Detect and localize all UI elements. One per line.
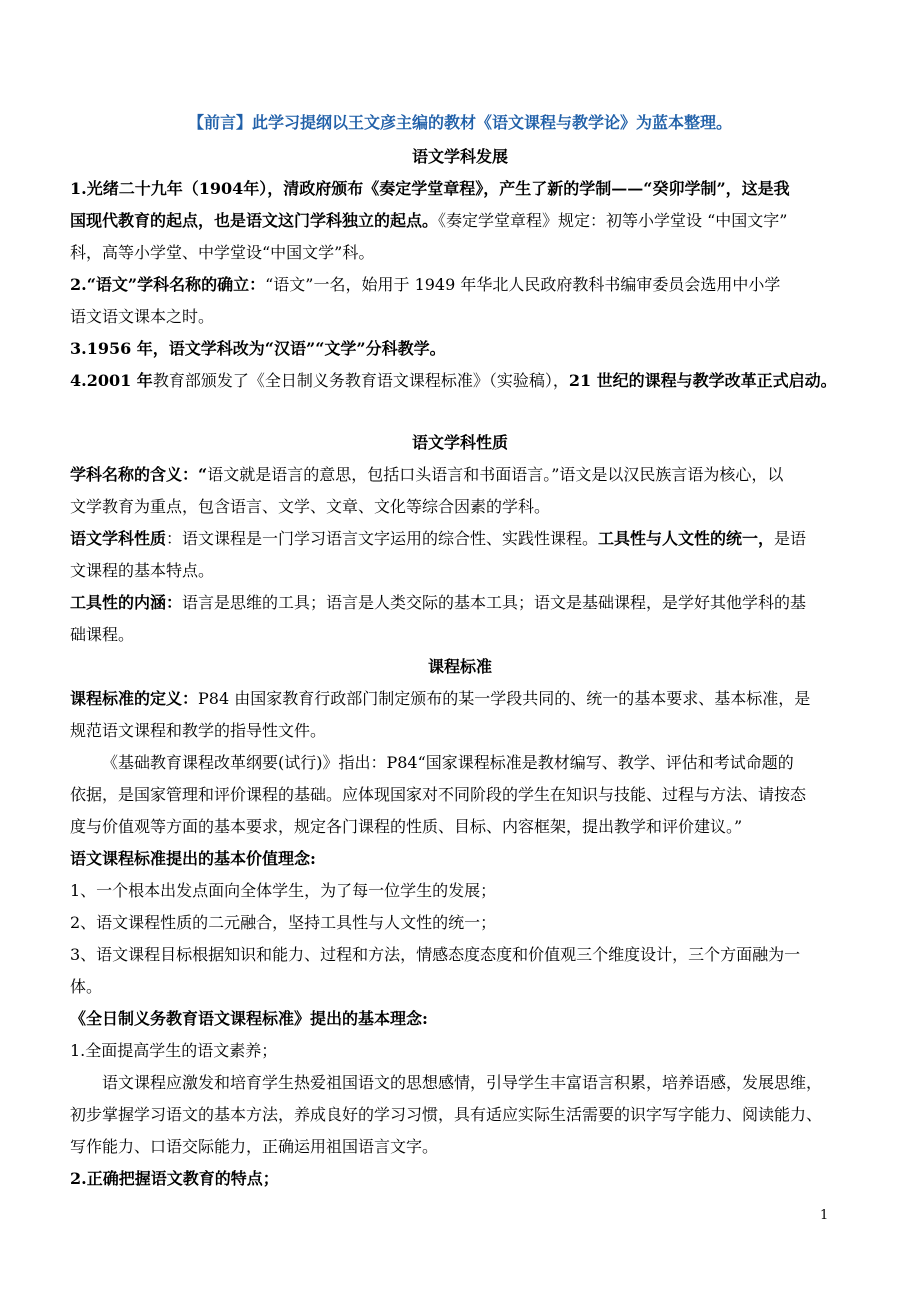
page-number: 1 <box>820 1208 829 1223</box>
para-meaning-line2: 文学教育为重点，包含语言、文学、文章、文化等综合因素的学科。 <box>70 497 551 516</box>
para-2001 <box>70 370 837 392</box>
para-2001-mid: 教育部颁发了《全日制义务教育语文课程标准》（实验稿）， <box>152 371 569 390</box>
para-outline-line2: 依据，是国家管理和评价课程的基础。应体现国家对不同阶段的学生在知识与技能、过程与方法、请按态 <box>70 785 807 804</box>
para-1904-line2 <box>70 210 787 232</box>
para-tool-rest: 语言是思维的工具；语言是人类交际的基本工具；语文是基础课程，是学好其他学科的基 <box>182 593 807 612</box>
section-title-development: 语文学科发展 <box>411 147 508 166</box>
para-outline-line3: 度与价值观等方面的基本要求，规定各门课程的性质、目标、内容框架，提出教学和评价建议。” <box>70 817 743 836</box>
para-nature-bold2: 工具性与人文性的统一， <box>598 529 775 548</box>
values-item-3-line2: 体。 <box>70 977 103 996</box>
intro-note: 【前言】此学习提纲以王文彦主编的教材《语文课程与教学论》为蓝本整理。 <box>187 113 732 132</box>
para-1904-bold: 国现代教育的起点，也是语文这门学科独立的起点。 <box>70 211 439 230</box>
para-1904-line3: 科，高等小学堂、中学堂设“中国文学”科。 <box>70 243 375 262</box>
para-nature-rest2: 是语 <box>774 529 807 548</box>
ideas-heading: 《全日制义务教育语文课程标准》提出的基本理念: <box>70 1009 428 1028</box>
para-2001-year: 4.2001 年 <box>70 371 153 390</box>
section-title-nature: 语文学科性质 <box>411 433 508 452</box>
ideas-para-line2: 初步掌握学习语文的基本方法，养成良好的学习习惯，具有适应实际生活需要的识字写字能力、阅读能力、 <box>70 1105 823 1124</box>
para-nature-line2: 文课程的基本特点。 <box>70 561 215 580</box>
para-meaning-bold: 学科名称的含义：“ <box>70 465 208 484</box>
para-definition-bold: 课程标准的定义： <box>70 689 199 708</box>
para-meaning-line1 <box>70 464 783 486</box>
para-definition-rest: P84 由国家教育行政部门制定颁布的某一学段共同的、统一的基本要求、基本标准，是 <box>198 689 811 708</box>
para-outline-line1: 《基础教育课程改革纲要(试行)》指出：P84“国家课程标准是教材编写、教学、评估和考试命题的 <box>102 753 794 772</box>
ideas-para-line1: 语文课程应激发和培育学生热爱祖国语文的思想感情，引导学生丰富语言积累，培养语感，发展思维， <box>102 1073 823 1092</box>
para-definition-line1 <box>70 688 810 710</box>
ideas-item-1: 1.全面提高学生的语文素养； <box>70 1041 278 1060</box>
values-item-3-line1: 3、语文课程目标根据知识和能力、过程和方法，情感态度态度和价值观三个维度设计，三个方面融为一 <box>70 945 801 964</box>
values-heading: 语文课程标准提出的基本价值理念: <box>70 849 316 868</box>
para-tool-line2: 础课程。 <box>70 625 135 644</box>
ideas-para-line3: 写作能力、口语交际能力，正确运用祖国语言文字。 <box>70 1137 439 1156</box>
section-title-standards: 课程标准 <box>427 657 492 676</box>
para-nature-bold: 语文学科性质 <box>70 529 167 548</box>
para-name-line1 <box>70 274 780 296</box>
para-1904-line1: 1.光绪二十九年（1904年），清政府颁布《奏定学堂章程》，产生了新的学制——“癸卯学制”，这是我 <box>70 179 790 198</box>
para-tool-line1 <box>70 592 806 614</box>
para-name-rest: “语文”一名，始用于 1949 年华北人民政府教科书编审委员会选用中小学 <box>265 275 781 294</box>
ideas-item-2: 2.正确把握语文教育的特点； <box>70 1169 279 1188</box>
values-item-1: 1、一个根本出发点面向全体学生，为了每一位学生的发展； <box>70 881 497 900</box>
para-tool-bold: 工具性的内涵： <box>70 593 183 612</box>
para-meaning-rest: 语文就是语言的意思，包括口头语言和书面语言。”语文是以汉民族言语为核心，以 <box>207 465 784 484</box>
para-nature-rest: ：语文课程是一门学习语言文字运用的综合性、实践性课程。 <box>166 529 599 548</box>
para-1956: 3.1956 年，语文学科改为“汉语”“文学”分科教学。 <box>70 339 446 358</box>
values-item-2: 2、语文课程性质的二元融合，坚持工具性与人文性的统一； <box>70 913 497 932</box>
para-1904-rest: 《奏定学堂章程》规定：初等小学堂设 “中国文字” <box>438 211 788 230</box>
para-2001-end: 21 世纪的课程与教学改革正式启动。 <box>568 371 837 390</box>
para-name-line2: 语文语文课本之时。 <box>70 307 215 326</box>
para-definition-line2: 规范语文课程和教学的指导性文件。 <box>70 721 327 740</box>
para-name-bold: 2.“语文”学科名称的确立： <box>70 275 266 294</box>
para-nature-line1 <box>70 528 806 550</box>
